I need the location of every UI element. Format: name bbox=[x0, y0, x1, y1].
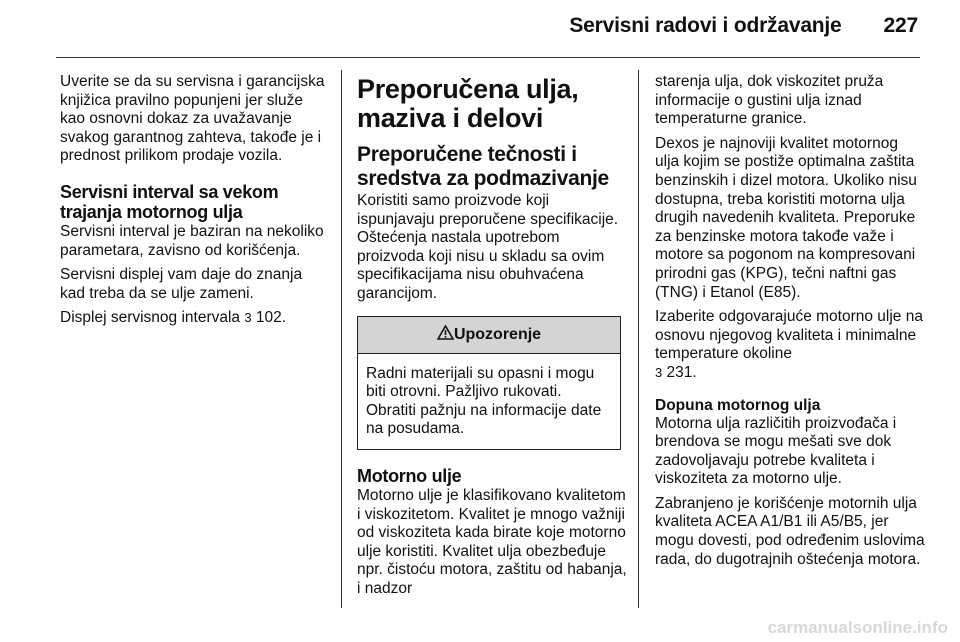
header-title: Servisni radovi i održavanje bbox=[569, 14, 842, 37]
paragraph-oil-aging: starenja ulja, dok viskozitet pruža informacije o gustini ulja iznad temperaturne granice. bbox=[655, 73, 884, 128]
paragraph-dexos: Dexos je najnoviji kvalitet motornog ulja kojim se postiže optimalna zaštita benzinskih i dizel motora. Ukoliko nisu dostupna, treba koristiti motorna ulja drugih navedenih kvaliteta. Preporuke za benzinske motora takođe važe i motore sa pogonom na kompresovani prirodni gas (KPG), tečni naftni gas (TNG) i Etanol (E85). bbox=[655, 134, 917, 301]
paragraph-display-reference: Displej servisnog intervala 3 102. bbox=[60, 309, 287, 327]
heading-recommended-fluids: Preporučene tečnosti i sredstva za podmazivanje bbox=[357, 143, 609, 190]
header-rule bbox=[56, 57, 920, 58]
column-3 bbox=[655, 73, 925, 575]
page-reference-icon: 3 bbox=[655, 364, 663, 380]
heading-engine-oil: Motorno ulje bbox=[357, 465, 462, 486]
paragraph-service-display: Servisni displej vam daje do znanja kad treba da se ulje zameni. bbox=[60, 266, 303, 302]
column-1 bbox=[60, 73, 330, 334]
paragraph-engine-oil: Motorno ulje je klasifikovano kvalitetom i viskozitetom. Kvalitet je mnogo važniji od viskoziteta kada birate koje motorno ulje koristiti. Kvalitet ulja obezbeđuje npr. čistoću motora, zaštitu od habanja, i nadzor bbox=[357, 486, 627, 597]
column-2 bbox=[357, 73, 627, 605]
paragraph-choose-oil: Izaberite odgovarajuće motorno ulje na osnovu njegovog kvaliteta i minimalne temperature okoline 3 231. bbox=[655, 308, 923, 381]
heading-oil-topup: Dopuna motornog ulja bbox=[655, 396, 821, 414]
warning-body: Radni materijali su opasni i mogu biti otrovni. Pažljivo rukovati. Obratiti pažnju na informacije date na posudama. bbox=[366, 364, 602, 438]
warning-box bbox=[357, 316, 621, 450]
warning-header bbox=[358, 317, 620, 354]
paragraph-use-products: Koristiti samo proizvode koji ispunjavaju preporučene specifikacije. Oštećenja nastala upotrebom proizvoda koji nisu u skladu sa ovim specifikacijama nisu obuhvaćena garancijom. bbox=[357, 192, 619, 302]
paragraph-forbidden-oils: Zabranjeno je korišćenje motornih ulja kvaliteta ACEA A1/B1 ili A5/B5, jer mogu dovesti, pod određenim uslovima rada, do dugotrajnih oštećenja motora. bbox=[655, 494, 925, 568]
column-divider-2 bbox=[638, 70, 639, 608]
warning-triangle-icon bbox=[437, 317, 454, 353]
heading-service-interval: Servisni interval sa vekom trajanja motornog ulja bbox=[60, 181, 279, 222]
page-header bbox=[569, 14, 918, 38]
paragraph-interval-based: Servisni interval je baziran na nekoliko parametara, zavisno od korišćenja. bbox=[60, 222, 324, 259]
page-reference-icon: 3 bbox=[244, 310, 252, 326]
heading-recommended-oils: Preporučena ulja, maziva i delovi bbox=[357, 74, 579, 133]
warning-title: Upozorenje bbox=[453, 325, 542, 343]
page-number: 227 bbox=[883, 14, 918, 37]
watermark: carmanualsonline.info bbox=[767, 618, 948, 637]
paragraph-service-book: Uverite se da su servisna i garancijska knjižica pravilno popunjeni jer služe kao osnovni dokaz za uvažavanje svakog garantnog zahteva, takođe je i prednost prilikom prodaje vozila. bbox=[60, 73, 325, 165]
reference-page: 102. bbox=[255, 309, 287, 327]
column-divider-1 bbox=[341, 70, 342, 608]
paragraph-mixing-oils: Motorna ulja različitih proizvođača i brendova se mogu mešati sve dok zadovoljavaju potrebe kvaliteta i viskoziteta za motorno ulje. bbox=[655, 414, 897, 488]
reference-page: 231. bbox=[666, 363, 697, 381]
